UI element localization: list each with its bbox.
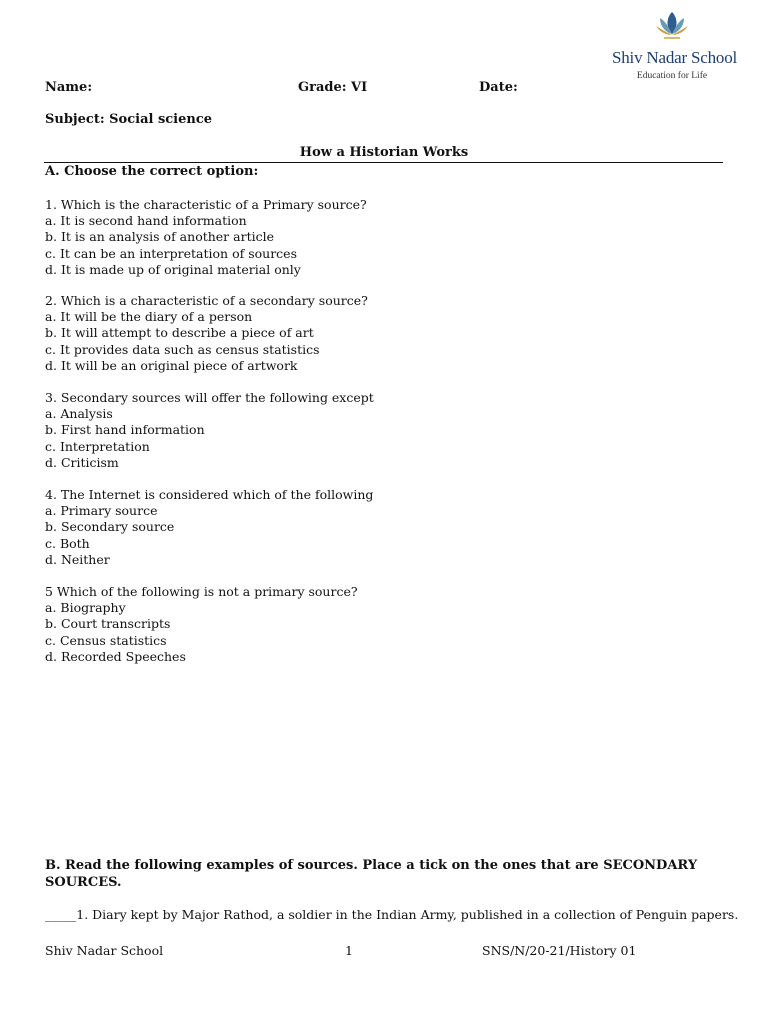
option-text: b. It is an analysis of another article — [45, 229, 274, 245]
question-block — [45, 197, 367, 278]
logo-tagline: Education for Life — [636, 71, 708, 81]
option-text: d. It will be an original piece of artwork — [45, 357, 298, 373]
option-text: b. Secondary source — [45, 519, 175, 535]
question-block — [45, 293, 368, 374]
option-text: d. Neither — [45, 551, 110, 567]
option-text: a. Biography — [45, 600, 126, 616]
grade-label: Grade: VI — [298, 80, 368, 95]
option-text: b. It will attempt to describe a piece of art — [45, 325, 314, 341]
option-text: b. Court transcripts — [45, 616, 171, 632]
footer-doc-code: SNS/N/20-21/History 01 — [482, 943, 637, 958]
name-label: Name: — [45, 80, 93, 95]
question-text: 4. The Internet is considered which of the following — [45, 487, 374, 502]
option-text: d. Recorded Speeches — [45, 648, 186, 664]
option-text: c. Census statistics — [45, 632, 167, 648]
question-text: 2. Which is a characteristic of a secondary source? — [45, 293, 368, 308]
section-b-heading: B. Read the following examples of sources. Place a tick on the ones that are SECONDARY SOURCES. — [45, 858, 698, 890]
question-block — [45, 584, 358, 665]
school-logo — [612, 6, 738, 84]
logo-school-name: Shiv Nadar School — [612, 48, 738, 67]
option-text: a. It is second hand information — [45, 213, 247, 229]
question-block — [45, 487, 373, 568]
option-text: c. It provides data such as census statistics — [45, 341, 320, 357]
footer-page-number: 1 — [345, 943, 353, 958]
option-text: c. Both — [45, 535, 90, 551]
lotus-icon — [654, 8, 690, 42]
option-text: a. Primary source — [45, 503, 158, 519]
option-text: d. Criticism — [45, 454, 119, 470]
option-text: a. Analysis — [45, 406, 113, 422]
question-text: 1. Which is the characteristic of a Primary source? — [45, 197, 367, 212]
question-text: 5 Which of the following is not a primary source? — [45, 584, 358, 599]
option-text: c. It can be an interpretation of sources — [45, 245, 297, 261]
option-text: b. First hand information — [45, 422, 205, 438]
option-text: c. Interpretation — [45, 438, 150, 454]
worksheet-title: How a Historian Works — [299, 145, 469, 160]
title-rule — [44, 162, 723, 163]
footer-school: Shiv Nadar School — [45, 943, 164, 958]
subject-label: Subject: Social science — [45, 112, 213, 127]
option-text: d. It is made up of original material only — [45, 261, 301, 277]
source-item: _____1. Diary kept by Major Rathod, a soldier in the Indian Army, published in a collection of Penguin papers. — [45, 907, 739, 922]
section-a-heading: A. Choose the correct option: — [45, 164, 259, 179]
date-label: Date: — [479, 80, 518, 95]
question-text: 3. Secondary sources will offer the following except — [45, 390, 374, 405]
option-text: a. It will be the diary of a person — [45, 309, 253, 325]
question-block — [45, 390, 374, 471]
